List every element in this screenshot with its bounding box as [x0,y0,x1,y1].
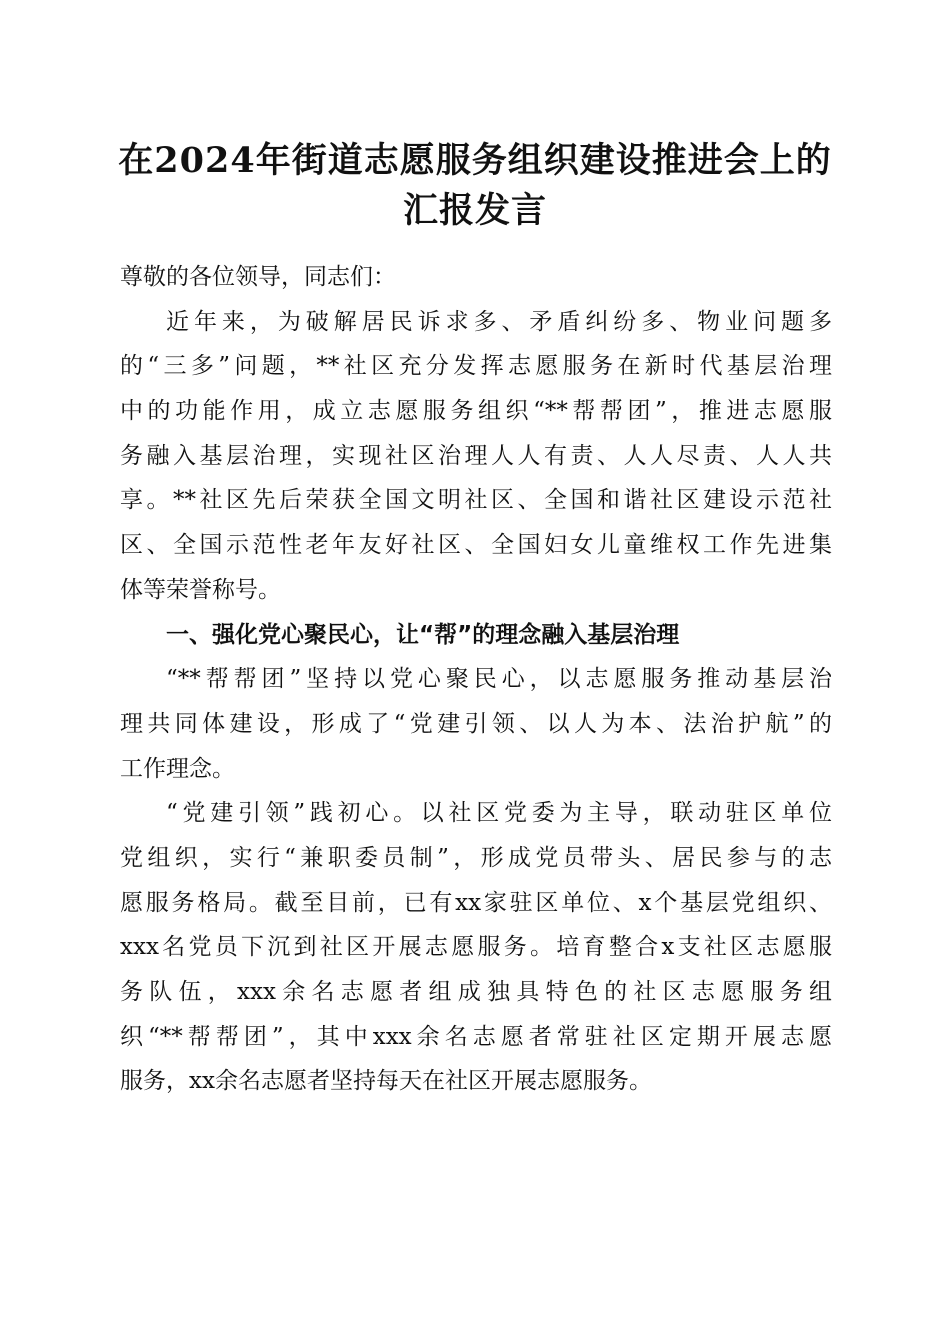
paragraph-line: “党建引领”践初心。以社区党委为主导，联动驻区单位 [166,800,832,827]
title-line-2: 汇报发言 [402,190,547,231]
document-title [100,136,850,236]
paragraph-party-building [120,791,832,1104]
title-line-1: 在2024年街道志愿服务组织建设推进会上的 [118,140,832,181]
paragraph-line: 体等荣誉称号。 [120,576,281,603]
paragraph-line: 理共同体建设，形成了“党建引领、以人为本、法治护航”的 [120,710,832,737]
paragraph-line: 近年来，为破解居民诉求多、矛盾纠纷多、物业问题多 [166,308,832,335]
paragraph-line: 工作理念。 [120,755,235,782]
paragraph-line: 愿服务格局。截至目前，已有xx家驻区单位、x个基层党组织、 [120,889,832,916]
paragraph-concept [120,657,832,791]
paragraph-line: 的“三多”问题，**社区充分发挥志愿服务在新时代基层治理 [120,353,832,380]
paragraph-line: “**帮帮团”坚持以党心聚民心，以志愿服务推动基层治 [166,666,832,693]
paragraph-line: 中的功能作用，成立志愿服务组织“**帮帮团”，推进志愿服 [120,398,832,425]
section-heading: 一、强化党心聚民心，让“帮”的理念融入基层治理 [166,621,680,648]
greeting: 尊敬的各位领导，同志们： [120,264,396,290]
paragraph-line: 享。**社区先后荣获全国文明社区、全国和谐社区建设示范社 [120,487,832,514]
paragraph-line: 党组织，实行“兼职委员制”，形成党员带头、居民参与的志 [120,844,832,871]
document-body [120,255,832,1104]
paragraph-line: 服务，xx余名志愿者坚持每天在社区开展志愿服务。 [120,1068,652,1095]
paragraph-line: 织“**帮帮团”，其中xxx余名志愿者常驻社区定期开展志愿 [120,1023,832,1050]
paragraph-line: xxx名党员下沉到社区开展志愿服务。培育整合x支社区志愿服 [120,934,832,961]
paragraph-line: 务融入基层治理，实现社区治理人人有责、人人尽责、人人共 [120,442,832,469]
paragraph-line: 区、全国示范性老年友好社区、全国妇女儿童维权工作先进集 [120,532,832,559]
paragraph-intro [120,300,832,613]
paragraph-line: 务队伍，xxx余名志愿者组成独具特色的社区志愿服务组 [120,979,832,1005]
